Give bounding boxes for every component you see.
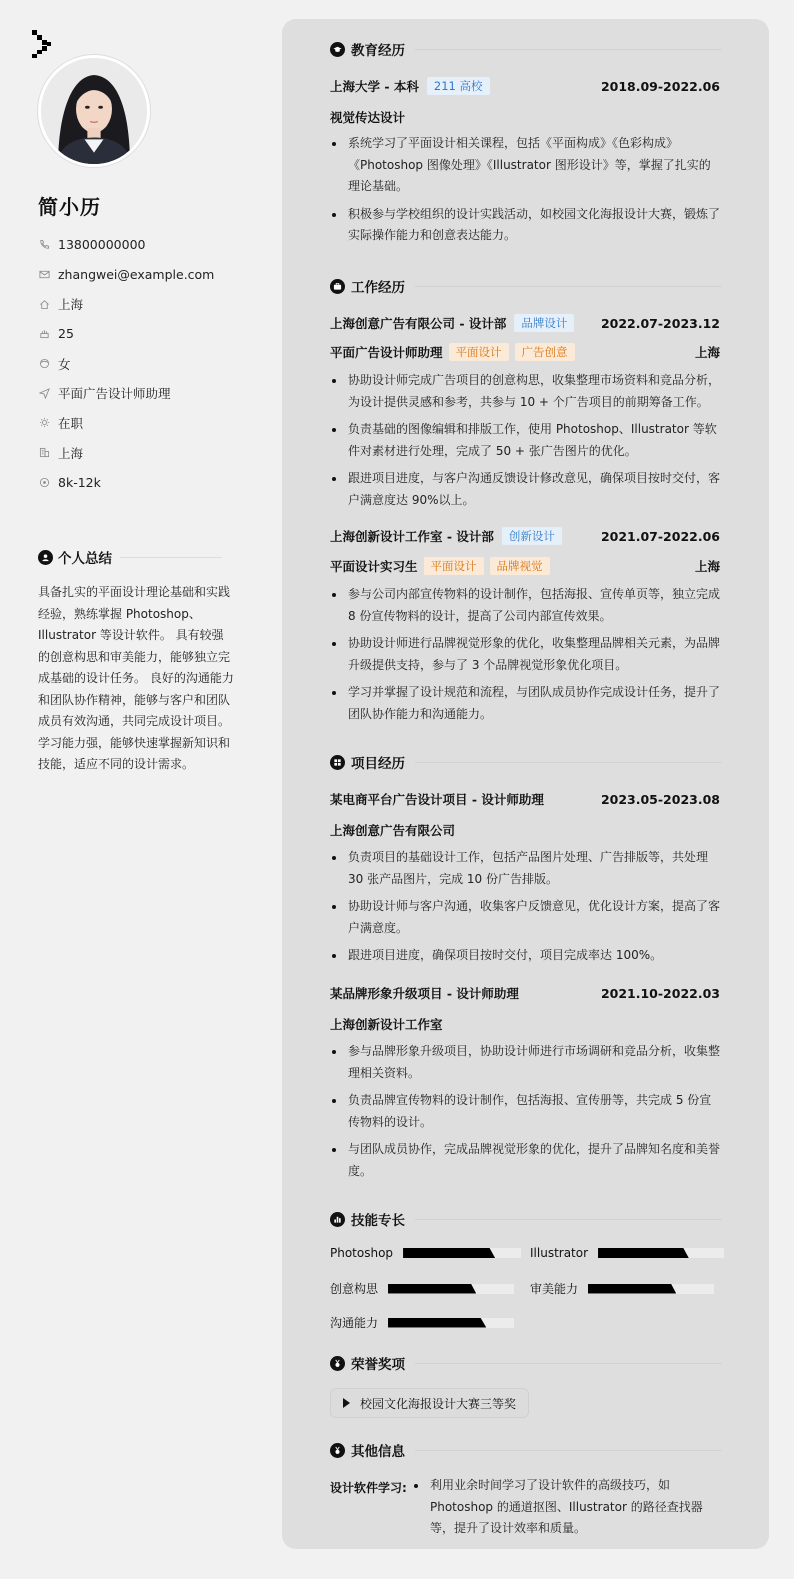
info-phone <box>38 230 214 260</box>
project-date: 2023.05-2023.08 <box>600 791 720 807</box>
project-row <box>330 790 720 808</box>
user-icon <box>38 550 53 565</box>
info-age-text: 25 <box>58 326 74 342</box>
info-status <box>38 408 214 438</box>
list-item: 与团队成员协作，完成品牌视觉形象的优化，提升了品牌知名度和美誉度。 <box>330 1139 722 1182</box>
other-label: 设计软件学习: <box>330 1481 407 1495</box>
project-name: 某品牌形象升级项目 - 设计师助理 <box>330 986 519 1001</box>
divider <box>415 1219 722 1220</box>
summary-title: 个人总结 <box>58 551 112 567</box>
skill-bar <box>388 1284 514 1294</box>
skill-name: 沟通能力 <box>330 1316 379 1330</box>
list-item: 跟进项目进度，确保项目按时交付，项目完成率达 100%。 <box>330 945 722 967</box>
salary-icon <box>38 476 50 488</box>
skill-bar-fill <box>588 1284 676 1294</box>
work-title: 工作经历 <box>351 280 405 296</box>
school-tag: 211 高校 <box>427 77 490 95</box>
job-role: 平面设计实习生 <box>330 559 418 574</box>
job-city: 上海 <box>694 559 720 574</box>
job-tag: 品牌设计 <box>514 314 574 332</box>
divider <box>415 762 722 763</box>
honors-title: 荣誉奖项 <box>351 1357 405 1373</box>
education-bullets <box>330 133 722 253</box>
list-item: 协助设计师进行品牌视觉形象的优化，收集整理品牌相关元素，为品牌升级提供支持，参与了 3 个品牌视觉形象优化项目。 <box>330 633 722 676</box>
divider <box>415 1450 722 1451</box>
summary-header <box>38 547 222 567</box>
project-org: 上海创意广告有限公司 <box>330 823 456 838</box>
list-item: 参与品牌形象升级项目，协助设计师进行市场调研和竞品分析，收集整理相关资料。 <box>330 1041 722 1084</box>
age-icon <box>38 328 50 340</box>
info-gender <box>38 349 214 379</box>
job-city: 上海 <box>694 345 720 360</box>
job-bullets <box>330 370 722 517</box>
medal-icon <box>330 1356 345 1371</box>
divider <box>415 286 722 287</box>
info-location <box>38 289 214 319</box>
info-medal-icon <box>330 1443 345 1458</box>
info-email <box>38 260 214 290</box>
info-phone-text: 13800000000 <box>58 237 146 253</box>
skill-item <box>330 1280 514 1297</box>
education-title: 教育经历 <box>351 43 405 59</box>
skill-bar <box>588 1284 714 1294</box>
info-salary-text: 8k-12k <box>58 474 101 490</box>
list-item: 负责项目的基础设计工作，包括产品图片处理、广告排版等，共处理 30 张产品图片，完成 10 份广告排版。 <box>330 847 722 890</box>
send-icon <box>38 387 50 399</box>
info-email-text: zhangwei@example.com <box>58 267 215 283</box>
role-tag: 平面设计 <box>449 343 509 361</box>
education-row <box>330 77 720 95</box>
award-text: 校园文化海报设计大赛三等奖 <box>360 1396 517 1411</box>
skill-item <box>330 1246 521 1260</box>
job-company: 上海创新设计工作室 - 设计部 <box>330 529 494 544</box>
building-icon <box>38 447 50 459</box>
list-item: 学习并掌握了设计规范和流程，与团队成员协作完成设计任务，提升了团队协作能力和沟通能力。 <box>330 682 722 725</box>
project-org: 上海创新设计工作室 <box>330 1017 443 1032</box>
projects-header <box>330 752 722 772</box>
list-item: 积极参与学校组织的设计实践活动，如校园文化海报设计大赛，锻炼了实际操作能力和创意表达能力。 <box>330 204 722 247</box>
play-icon <box>343 1398 350 1408</box>
list-item: 协助设计师完成广告项目的创意构思，收集整理市场资料和竞品分析，为设计提供灵感和参考，共参与 10 + 个广告项目的前期筹备工作。 <box>330 370 722 413</box>
education-header <box>330 39 722 59</box>
bar-chart-icon <box>330 1212 345 1227</box>
job-role: 平面广告设计师助理 <box>330 345 443 360</box>
skill-bar-fill <box>598 1248 689 1258</box>
info-position <box>38 378 214 408</box>
project-row <box>330 984 720 1002</box>
list-item: 协助设计师与客户沟通，收集客户反馈意见，优化设计方案，提高了客户满意度。 <box>330 896 722 939</box>
sidebar <box>0 0 270 1579</box>
skill-item <box>530 1280 714 1297</box>
status-icon <box>38 417 50 429</box>
skills-header <box>330 1209 722 1229</box>
role-tag: 平面设计 <box>424 557 484 575</box>
skill-bar-fill <box>388 1318 486 1328</box>
mail-icon <box>38 269 50 281</box>
divider <box>415 1363 722 1364</box>
work-header <box>330 276 722 296</box>
project-name: 某电商平台广告设计项目 - 设计师助理 <box>330 792 544 807</box>
other-header <box>330 1440 722 1460</box>
job-bullets <box>330 584 722 731</box>
job-role-row <box>330 557 720 575</box>
project-bullets <box>330 1041 722 1188</box>
divider <box>120 557 222 558</box>
list-item: 参与公司内部宣传物料的设计制作，包括海报、宣传单页等，独立完成 8 份宣传物料的设计，提高了公司内部宣传效果。 <box>330 584 722 627</box>
gender-icon <box>38 358 50 370</box>
home-icon <box>38 298 50 310</box>
education-major: 视觉传达设计 <box>330 110 406 125</box>
list-item: 负责基础的图像编辑和排版工作，使用 Photoshop、Illustrator 等软件对素材进行处理，完成了 50 + 张广告图片的优化。 <box>330 419 722 462</box>
school-name: 上海大学 - 本科 <box>330 79 419 94</box>
other-title: 其他信息 <box>351 1444 405 1460</box>
info-age <box>38 319 214 349</box>
award-item[interactable] <box>330 1388 529 1418</box>
list-item: 跟进项目进度，与客户沟通反馈设计修改意见，确保项目按时交付，客户满意度达 90%以上。 <box>330 468 722 511</box>
info-gender-text: 女 <box>58 356 71 372</box>
skill-bar <box>388 1318 514 1328</box>
info-city <box>38 438 214 468</box>
divider <box>415 49 722 50</box>
skill-item <box>330 1314 514 1331</box>
skill-bar <box>598 1248 724 1258</box>
phone-icon <box>38 239 50 251</box>
profile-name: 简小历 <box>38 195 101 219</box>
avatar <box>38 55 150 167</box>
skill-name: Photoshop <box>330 1246 394 1260</box>
info-status-text: 在职 <box>58 415 84 431</box>
projects-title: 项目经历 <box>351 756 405 772</box>
skill-name: Illustrator <box>530 1246 589 1260</box>
job-date: 2021.07-2022.06 <box>600 528 720 544</box>
logo-icon <box>32 30 52 58</box>
grid-icon <box>330 755 345 770</box>
job-company: 上海创意广告有限公司 - 设计部 <box>330 316 507 331</box>
info-salary <box>38 468 214 498</box>
skill-bar-fill <box>403 1248 495 1258</box>
list-item: 系统学习了平面设计相关课程，包括《平面构成》《色彩构成》《Photoshop 图像处理》《Illustrator 图形设计》等，掌握了扎实的理论基础。 <box>330 133 722 198</box>
summary-text: 具备扎实的平面设计理论基础和实践经验，熟练掌握 Photoshop、Illustrator 等设计软件。 具有较强的创意构思和审美能力，能够独立完成基础的设计任务。 良好的沟通能力和团队协作精神，能够与客户和团队成员有效沟通，共同完成设计项目。 学习能力强，能够快速掌握新知识和技能，适应不同的设计需求。 <box>38 585 234 771</box>
graduation-cap-icon <box>330 42 345 57</box>
skill-item <box>530 1246 724 1260</box>
info-position-text: 平面广告设计师助理 <box>58 386 171 402</box>
project-date: 2021.10-2022.03 <box>600 985 720 1001</box>
skill-name: 创意构思 <box>330 1282 379 1296</box>
education-date: 2018.09-2022.06 <box>600 78 720 94</box>
list-item: 负责品牌宣传物料的设计制作，包括海报、宣传册等，共完成 5 份宣传物料的设计。 <box>330 1090 722 1133</box>
skill-bar <box>403 1248 521 1258</box>
skill-name: 审美能力 <box>530 1282 579 1296</box>
project-bullets <box>330 847 722 973</box>
role-tag: 广告创意 <box>515 343 575 361</box>
contact-info-list <box>38 230 214 497</box>
info-location-text: 上海 <box>58 297 84 313</box>
role-tag: 品牌视觉 <box>490 557 550 575</box>
job-role-row <box>330 343 720 361</box>
job-date: 2022.07-2023.12 <box>600 315 720 331</box>
job-row <box>330 314 720 332</box>
job-row <box>330 527 720 545</box>
honors-header <box>330 1353 722 1373</box>
resume-main-panel <box>282 19 769 1549</box>
briefcase-icon <box>330 279 345 294</box>
other-text: 利用业余时间学习了设计软件的高级技巧，如 Photoshop 的通道抠图、Illustrator 的路径查找器等，提升了设计效率和质量。 <box>412 1475 722 1540</box>
job-tag: 创新设计 <box>502 527 562 545</box>
skills-title: 技能专长 <box>351 1213 405 1229</box>
skill-bar-fill <box>388 1284 476 1294</box>
info-city-text: 上海 <box>58 445 84 461</box>
